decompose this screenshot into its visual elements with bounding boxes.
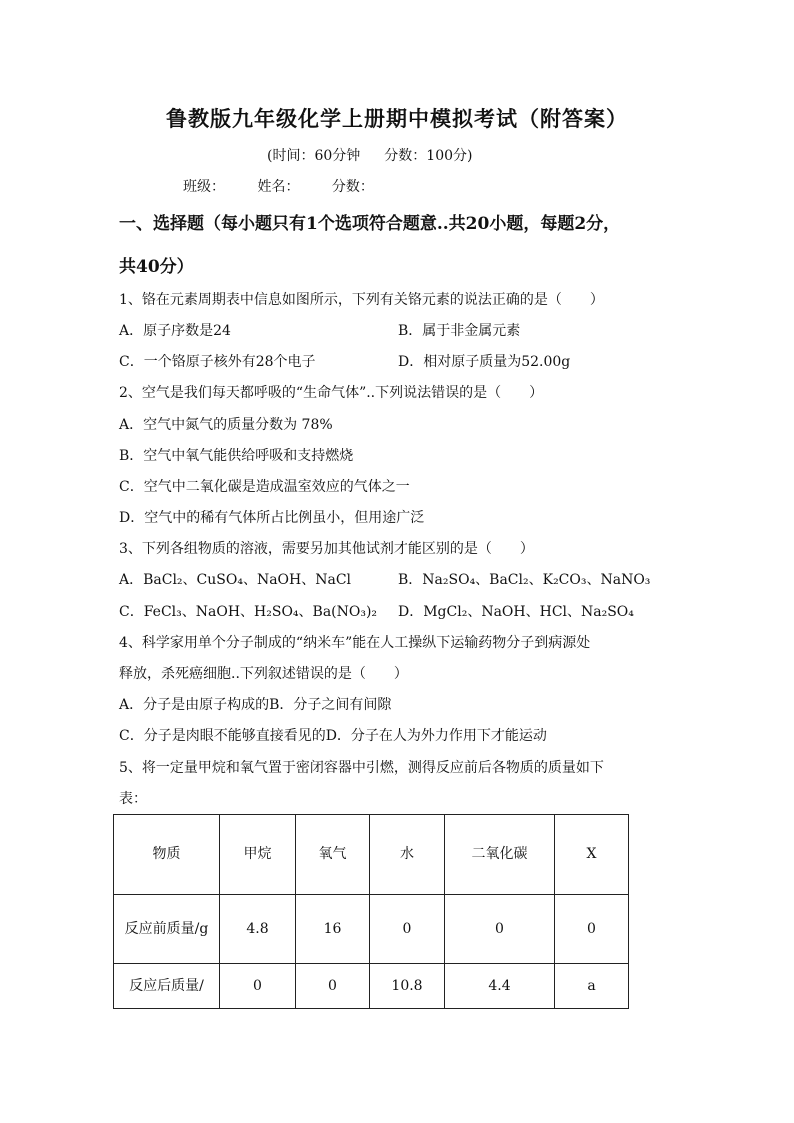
- table-header-cell: 二氧化碳: [445, 815, 555, 895]
- exam-time: (时间：60分钟: [267, 148, 361, 164]
- table-cell: 0: [370, 895, 445, 964]
- q3-option-c: C．FeCl₃、NaOH、H₂SO₄、Ba(NO₃)₂: [119, 604, 378, 620]
- section-heading-line1: 一、选择题（每小题只有1个选项符合题意..共20小题，每题2分，: [119, 214, 621, 234]
- q2-option-a: A．空气中氮气的质量分数为 78%: [119, 417, 333, 433]
- table-cell: a: [555, 964, 629, 1009]
- q4-stem-line2: 释放，杀死癌细胞..下列叙述错误的是（ ）: [119, 666, 408, 682]
- table-cell: 10.8: [370, 964, 445, 1009]
- table-header-cell: X: [555, 815, 629, 895]
- table-row: [114, 895, 629, 964]
- score-label: 分数：: [331, 179, 374, 195]
- q4-options-cd: C．分子是肉眼不能够直接看见的D．分子在人为外力作用下才能运动: [119, 728, 547, 744]
- table-cell: 0: [445, 895, 555, 964]
- q4-options-ab: A．分子是由原子构成的B．分子之间有间隙: [119, 697, 392, 713]
- q3-option-d: D．MgCl₂、NaOH、HCl、Na₂SO₄: [398, 604, 634, 620]
- q3-option-b: B．Na₂SO₄、BaCl₂、K₂CO₃、NaNO₃: [398, 572, 651, 588]
- q2-stem: 2、空气是我们每天都呼吸的“生命气体”..下列说法错误的是（ ）: [119, 385, 544, 401]
- page-title: 鲁教版九年级化学上册期中模拟考试（附答案）: [166, 106, 628, 131]
- q1-option-c: C．一个铬原子核外有28个电子: [119, 354, 316, 370]
- table-cell: 0: [220, 964, 296, 1009]
- q3-option-a: A．BaCl₂、CuSO₄、NaOH、NaCl: [119, 572, 352, 588]
- q1-stem: 1、铬在元素周期表中信息如图所示，下列有关铬元素的说法正确的是（ ）: [119, 292, 604, 308]
- q1-option-a: A．原子序数是24: [119, 323, 231, 339]
- exam-time-score: [267, 145, 496, 165]
- table-header-cell: 甲烷: [220, 815, 296, 895]
- q5-stem-line2: 表：: [119, 791, 147, 807]
- table-row-label: 反应后质量/: [114, 964, 220, 1009]
- table-header-cell: 氧气: [296, 815, 370, 895]
- mass-table: [113, 814, 629, 1009]
- table-header-cell: 水: [370, 815, 445, 895]
- q1-option-d: D．相对原子质量为52.00g: [398, 354, 571, 370]
- table-cell: 16: [296, 895, 370, 964]
- table-cell: 4.4: [445, 964, 555, 1009]
- q4-stem-line1: 4、科学家用单个分子制成的“纳米车”能在人工操纵下运输药物分子到病源处: [119, 635, 591, 651]
- name-label: 姓名：: [257, 179, 300, 195]
- q3-stem: 3、下列各组物质的溶液，需要另加其他试剂才能区别的是（ ）: [119, 541, 534, 557]
- q2-option-d: D．空气中的稀有气体所占比例虽小，但用途广泛: [119, 510, 425, 526]
- q2-option-b: B．空气中氧气能供给呼吸和支持燃烧: [119, 448, 354, 464]
- table-cell: 4.8: [220, 895, 296, 964]
- table-cell: 0: [296, 964, 370, 1009]
- class-label: 班级：: [183, 179, 225, 195]
- student-info: [183, 176, 402, 196]
- q5-stem-line1: 5、将一定量甲烷和氧气置于密闭容器中引燃，测得反应前后各物质的质量如下: [119, 760, 604, 776]
- q2-option-c: C．空气中二氧化碳是造成温室效应的气体之一: [119, 479, 410, 495]
- table-cell: 0: [555, 895, 629, 964]
- section-heading-line2: 共40分）: [119, 257, 194, 277]
- table-header-row: [114, 815, 629, 895]
- exam-total-score: 分数：100分): [384, 148, 473, 164]
- q1-option-b: B．属于非金属元素: [398, 323, 521, 339]
- table-row: [114, 964, 629, 1009]
- table-header-cell: 物质: [114, 815, 220, 895]
- table-row-label: 反应前质量/g: [114, 895, 220, 964]
